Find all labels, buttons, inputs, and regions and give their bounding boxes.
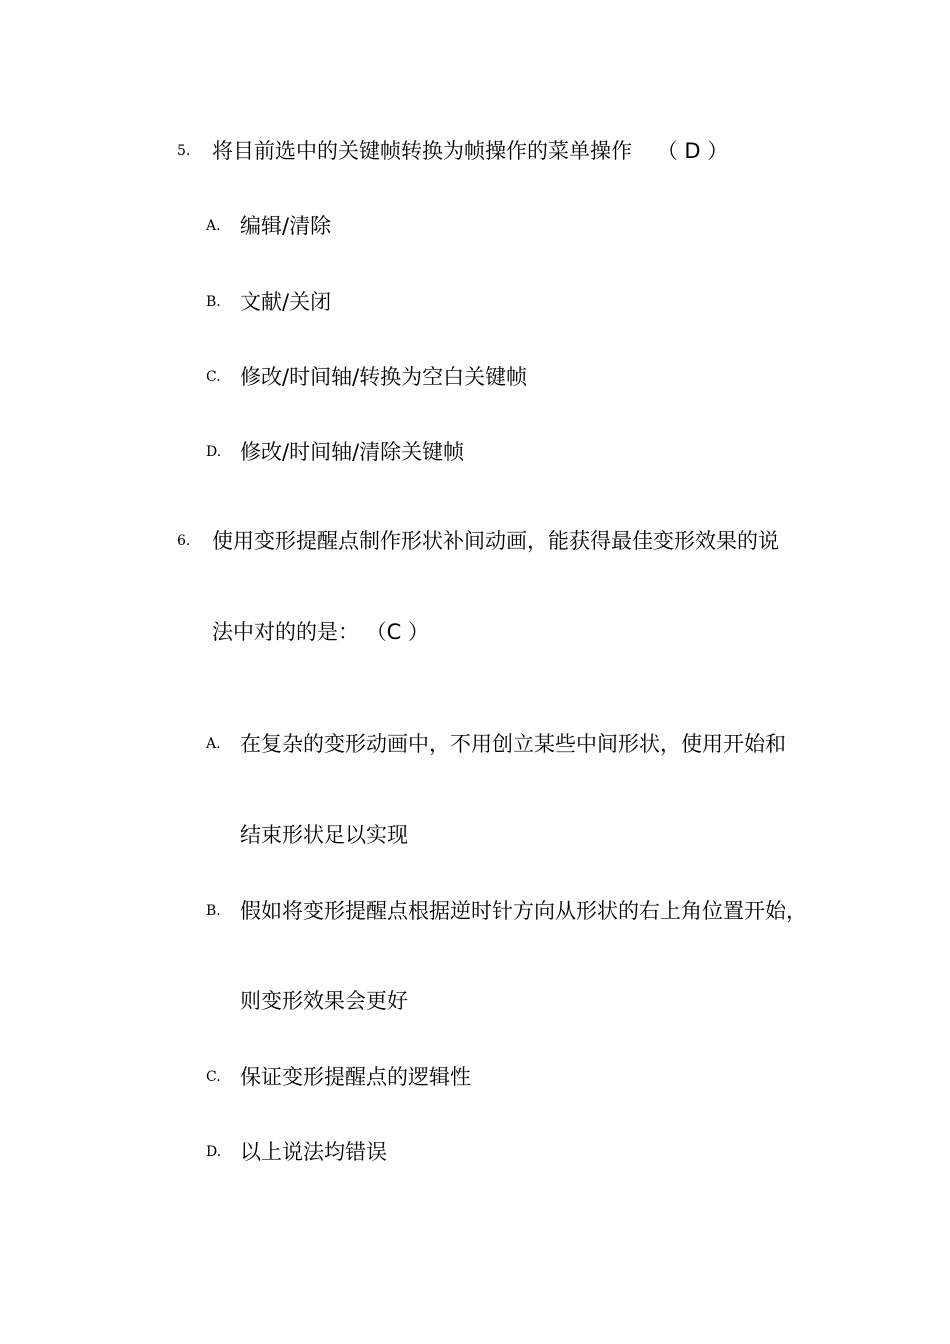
option-letter: A. [206,736,221,752]
option-text: 修改/时间轴/清除关键帧 [240,440,465,464]
option-letter: C. [206,369,221,385]
question-answer: （ D ） [656,139,729,163]
option-letter: B. [206,903,221,919]
question-text [212,618,429,646]
option-text-line: 在复杂的变形动画中，不用创立某些中间形状，使用开始和 [240,732,786,756]
question-text-line: 法中对的的是： [212,620,359,644]
question-text [212,137,728,165]
option-text: 编辑/清除 [240,214,332,238]
question-text-line: 将目前选中的关键帧转换为帧操作的菜单操作 [212,139,632,163]
option-letter: C. [206,1069,221,1085]
option-letter: B. [206,294,221,310]
option-text-line: 假如将变形提醒点根据逆时针方向从形状的右上角位置开始， [240,899,807,923]
option-text: 文献/关闭 [240,290,332,314]
question-answer: （C ） [365,620,430,644]
option-text: 以上说法均错误 [240,1140,387,1164]
option-letter: A. [206,218,221,234]
option-text-line: 结束形状足以实现 [240,823,408,847]
option-text: 修改/时间轴/转换为空白关键帧 [240,365,528,389]
question-number: 5. [177,143,191,159]
option-text-line: 则变形效果会更好 [240,989,408,1013]
option-text: 保证变形提醒点的逻辑性 [240,1065,471,1089]
option-letter: D. [206,1144,222,1160]
option-letter: D. [206,444,222,460]
question-number: 6. [177,533,191,549]
question-text-line: 使用变形提醒点制作形状补间动画，能获得最佳变形效果的说 [212,529,779,553]
